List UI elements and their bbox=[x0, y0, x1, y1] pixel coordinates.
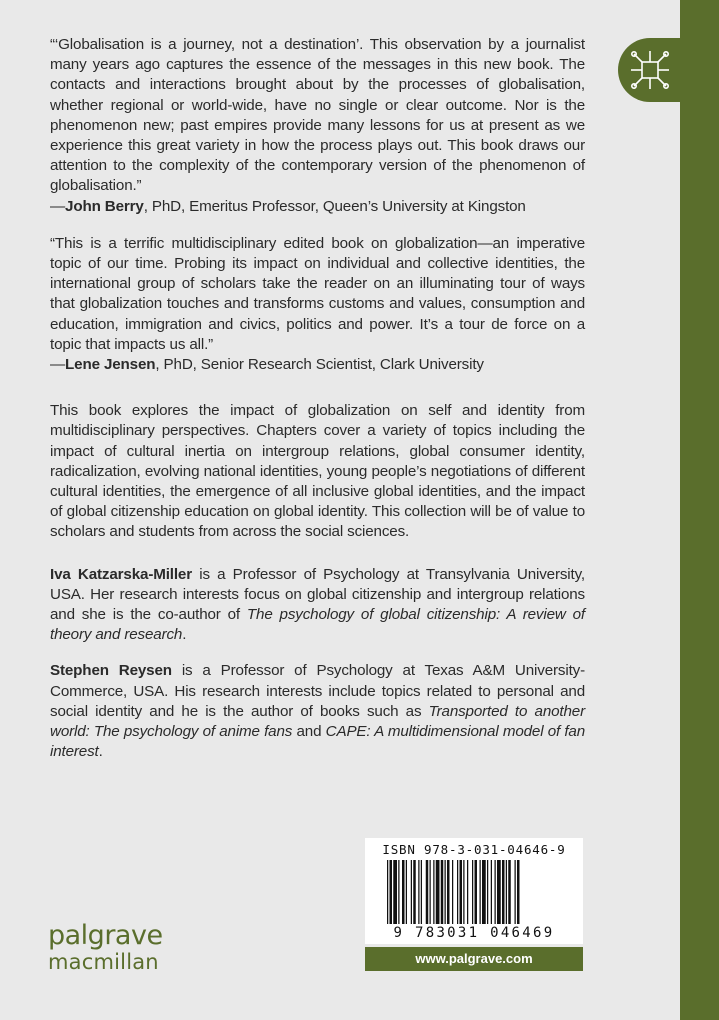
editor-bio-1 bbox=[50, 565, 585, 646]
barcode-bar bbox=[398, 860, 399, 924]
barcode-bar bbox=[467, 860, 468, 924]
publisher-line-2: macmillan bbox=[48, 950, 159, 974]
barcode-bar bbox=[426, 860, 429, 924]
quote-2-author: Lene Jensen bbox=[65, 356, 156, 374]
barcode-bar bbox=[475, 860, 478, 924]
barcode-bar bbox=[452, 860, 453, 924]
editor-2-book-1: Transported to another world: The psychology of anime fans bbox=[50, 702, 585, 741]
back-cover-text bbox=[50, 35, 585, 779]
quote-2-text: “This is a terrific multidisciplinary edited book on globalization—an imperative topic of our time. Probing its impact on individual and collective identities, the international group of scholars take the reader on an illuminating tour of ways that globalization touches and transforms customs and values, consumption and education, immigration and civics, politics and power. It’s a tour de force on a topic that impacts us all.” bbox=[50, 234, 585, 353]
quote-1-attribution bbox=[50, 197, 585, 217]
editor-1-name: Iva Katzarska-Miller bbox=[50, 565, 192, 583]
barcode-bar bbox=[517, 860, 520, 924]
quote-1-author-title: , PhD, Emeritus Professor, Queen’s University at Kingston bbox=[143, 197, 526, 215]
series-emblem bbox=[618, 38, 719, 102]
barcode-bar bbox=[508, 860, 511, 924]
quote-1-author: John Berry bbox=[65, 197, 144, 215]
barcode-bar bbox=[402, 860, 405, 924]
barcode-bar bbox=[421, 860, 422, 924]
barcode-bar bbox=[457, 860, 458, 924]
quote-2-attribution bbox=[50, 355, 585, 375]
barcode-bar bbox=[506, 860, 507, 924]
barcode-bar bbox=[472, 860, 473, 924]
barcode-bar bbox=[480, 860, 481, 924]
barcode-bar bbox=[406, 860, 407, 924]
publisher-logo bbox=[48, 922, 163, 974]
isbn-label: ISBN 978-3-031-04646-9 bbox=[382, 842, 566, 857]
barcode-bar bbox=[390, 860, 393, 924]
quote-1-text: “‘Globalisation is a journey, not a destination’. This observation by a journalist many years ago captures the essence of the messages in this new book. The contacts and interactions brought about by the processes of globalisation, whether regional or world-wide, have no single or clear outcome. Nor is the phenomenon new; past empires provide many lessons for us at present as we experience this great variety in how the process plays out. This book draws our attention to the complexity of the contemporary version of the phenomenon of globalisation.” bbox=[50, 36, 585, 195]
barcode-bar bbox=[463, 860, 464, 924]
barcode-bar bbox=[487, 860, 488, 924]
editor-2-name: Stephen Reysen bbox=[50, 662, 172, 680]
publisher-url[interactable]: www.palgrave.com bbox=[365, 947, 583, 971]
editor-1-book: The psychology of global citizenship: A review of theory and research bbox=[50, 606, 585, 644]
barcode-bar bbox=[460, 860, 463, 924]
barcode-bar bbox=[497, 860, 501, 924]
editor-2-book-2: CAPE: A multidimensional model of fan interest bbox=[50, 723, 585, 761]
editor-1-text: is a Professor of Psychology at Transylvania University, USA. Her research interests focus on global citizenship and intergroup relations and she is the co-author of bbox=[50, 565, 585, 624]
barcode-bar bbox=[515, 860, 516, 924]
barcode-bar bbox=[413, 860, 416, 924]
quote-2-dash: — bbox=[50, 356, 66, 374]
barcode-bar bbox=[430, 860, 431, 924]
barcode-bar bbox=[482, 860, 486, 924]
barcode-bar bbox=[387, 860, 388, 924]
barcode-bar bbox=[491, 860, 492, 924]
network-icon bbox=[628, 48, 672, 92]
barcode-bar bbox=[447, 860, 450, 924]
publisher-line-1: palgrave bbox=[48, 920, 163, 951]
editor-2-and: and bbox=[292, 723, 326, 741]
barcode-bar bbox=[411, 860, 412, 924]
isbn-digits: 9 783031 046469 bbox=[393, 925, 555, 941]
barcode-bar bbox=[418, 860, 419, 924]
barcode-bar bbox=[445, 860, 446, 924]
barcode-bar bbox=[441, 860, 444, 924]
isbn-barcode-box bbox=[365, 838, 583, 944]
quote-1-dash: — bbox=[50, 197, 66, 215]
barcode-bar bbox=[393, 860, 397, 924]
editor-1-end: . bbox=[182, 626, 187, 644]
book-description: This book explores the impact of globalization on self and identity from multidisciplinary perspectives. Chapters cover a variety of topics including the impact of cultural inertia on intergroup relations, global consumer identity, radicalization, evolving national identities, young people’s negotiations of different cultural identities, the emergence of all inclusive global identities, and the impact of global citizenship education on global identity. This collection will be of value to scholars and students from across the social sciences. bbox=[50, 402, 585, 541]
quote-2-author-title: , PhD, Senior Research Scientist, Clark University bbox=[155, 356, 484, 374]
spine-band bbox=[680, 0, 719, 1020]
editor-2-end: . bbox=[98, 743, 103, 761]
barcode-bar bbox=[502, 860, 505, 924]
barcode-bar bbox=[495, 860, 496, 924]
editor-bio-2 bbox=[50, 661, 585, 762]
barcode-bar bbox=[433, 860, 434, 924]
editor-2-text: is a Professor of Psychology at Texas A&M University-Commerce, USA. His research interests include topics related to personal and social identity and he is the author of books such as bbox=[50, 662, 585, 720]
barcode-bar bbox=[436, 860, 440, 924]
